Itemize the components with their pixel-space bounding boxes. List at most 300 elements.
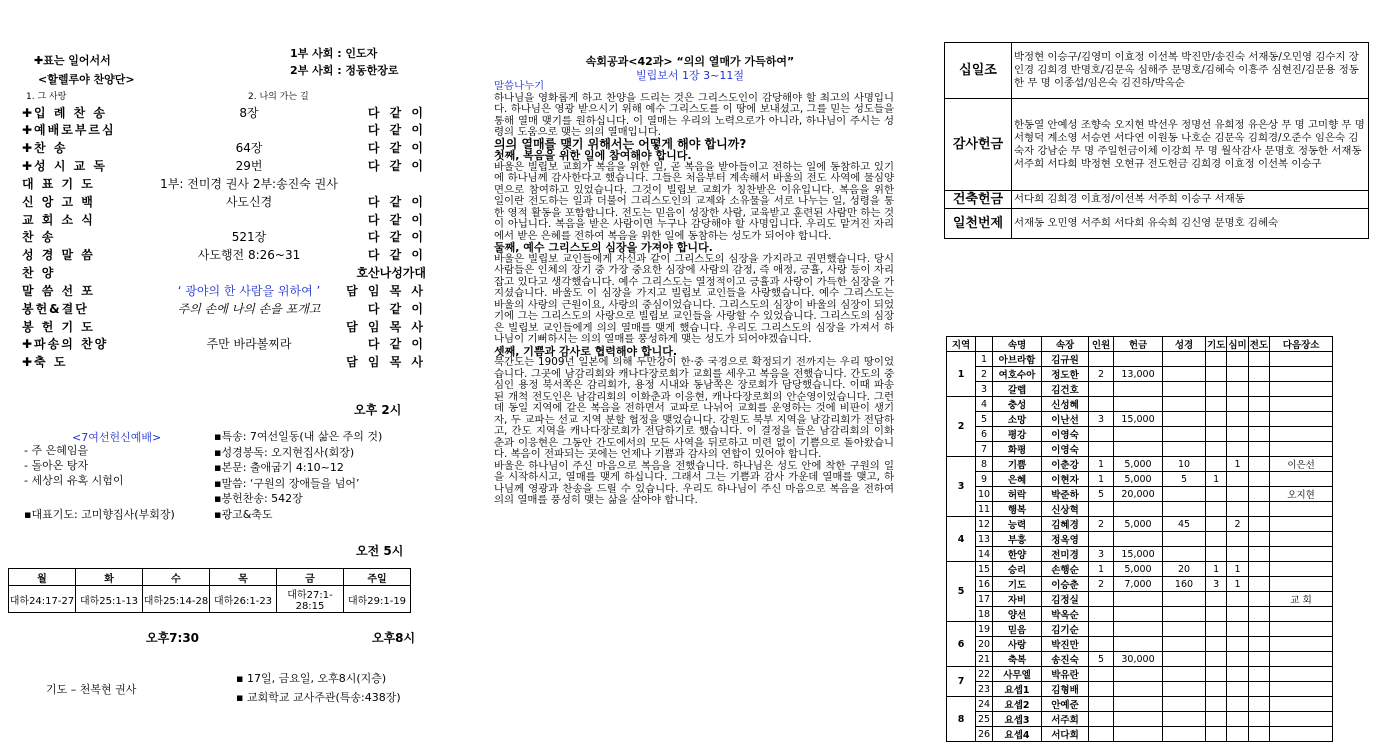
table-cell — [1163, 547, 1206, 562]
table-cell: 김규원 — [1042, 352, 1089, 367]
prayer-leader: 기도 – 천복현 권사 — [46, 683, 137, 696]
table-cell: 요셉1 — [993, 682, 1042, 697]
table-cell — [1248, 697, 1269, 712]
table-cell — [1227, 637, 1248, 652]
table-cell — [1163, 397, 1206, 412]
table-cell — [1114, 397, 1163, 412]
point-heading: 둘째, 예수 그리스도의 심장을 가져야 합니다. — [494, 241, 713, 254]
table-row — [947, 472, 1333, 487]
table-cell — [1227, 532, 1248, 547]
table-cell: 1 — [1206, 562, 1227, 577]
order-item-name: ✚예배로부르심 — [22, 123, 116, 137]
table-row — [947, 622, 1333, 637]
am5-label: 오전 5시 — [356, 544, 404, 558]
table-cell — [1270, 367, 1333, 382]
table-cell — [1089, 727, 1114, 742]
program-item: ▪특송: 7여선일동(내 삶은 주의 것) — [214, 430, 383, 443]
order-row — [22, 139, 432, 156]
table-cell — [1089, 682, 1114, 697]
table-cell — [1206, 697, 1227, 712]
table-row — [947, 502, 1333, 517]
order-item-leader: 다 같 이 — [367, 141, 426, 155]
table-row — [947, 352, 1333, 367]
table-cell — [1089, 532, 1114, 547]
table-cell: 24 — [976, 697, 993, 712]
building-label: 건축헌금 — [945, 191, 1012, 209]
column-header: 기도 — [1206, 337, 1227, 352]
table-cell: 송진숙 — [1042, 652, 1089, 667]
table-cell: 20,000 — [1114, 487, 1163, 502]
table-cell — [1114, 427, 1163, 442]
order-item-leader: 담 임 목 사 — [346, 284, 426, 298]
table-cell — [1163, 697, 1206, 712]
table-cell: 2 — [1227, 517, 1248, 532]
table-cell: 허락 — [993, 487, 1042, 502]
table-cell — [1089, 397, 1114, 412]
column-header: 성경 — [1163, 337, 1206, 352]
order-item-detail: 주만 바라볼찌라 — [206, 337, 292, 351]
day-header: 월 — [9, 569, 76, 586]
table-cell — [1206, 667, 1227, 682]
order-row — [22, 353, 432, 370]
column-header: 속장 — [1042, 337, 1089, 352]
table-cell — [1114, 637, 1163, 652]
table-cell: 박준하 — [1042, 487, 1089, 502]
table-cell — [1206, 532, 1227, 547]
table-cell — [1114, 727, 1163, 742]
table-cell: 1 — [1227, 577, 1248, 592]
table-cell — [1163, 532, 1206, 547]
point-paragraph: 바울은 빌립보 교인들에게 자신과 같이 그리스도의 심장을 가지라고 권면했습니다. 당시 사람들은 인체의 장기 중 가장 중요한 심장에 사람의 감정, 즉 애정, 긍휼, 사랑 등이 자리 잡고 있다고 생각했습니다. 예수 그리스도는 열정적이고 긍휼과 사랑이 가득한 심장을 가지셨습니다. 바울도 이 심장을 가지고 빌립보 교인들을 사랑했습니다. 예수 그리스도는 바울의 사랑의 근원이요, 사랑의 중심이었습니다. 그리스도의 심장이 바울의 심장이 되었기에 그는 그리스도의 사랑으로 빌립보 교인들을 사랑할 수 있었습니다. 그리스도의 심장은 빌립보 교인들에게 의의 열매를 맺게 했습니다. 우리도 그리스도의 심장을 가져서 하나님이 기뻐하시는 의의 열매를 풍성하게 맺는 성도가 되어야겠습니다. — [494, 252, 894, 345]
lesson-scripture: 빌립보서 1장 3~11절 — [636, 69, 744, 82]
table-cell: 박진만 — [1042, 637, 1089, 652]
table-cell — [1227, 682, 1248, 697]
offering-column — [940, 0, 1373, 741]
order-item-name: ✚성 시 교 독 — [22, 159, 107, 173]
table-cell — [1163, 592, 1206, 607]
table-cell — [1227, 412, 1248, 427]
table-cell — [1206, 712, 1227, 727]
yeoseon-program — [214, 429, 382, 522]
table-cell — [1114, 442, 1163, 457]
zone-cell: 1 — [947, 352, 976, 397]
table-cell — [1248, 547, 1269, 562]
table-cell — [1248, 412, 1269, 427]
table-cell — [1248, 502, 1269, 517]
table-cell — [1227, 727, 1248, 742]
table-cell — [1089, 502, 1114, 517]
table-cell — [1227, 652, 1248, 667]
zone-cell: 3 — [947, 457, 976, 517]
order-item-detail: 521장 — [231, 230, 267, 244]
table-cell — [1163, 622, 1206, 637]
table-cell — [1114, 697, 1163, 712]
table-cell: 평강 — [993, 427, 1042, 442]
table-cell: 능력 — [993, 517, 1042, 532]
table-cell: 오지현 — [1270, 487, 1333, 502]
order-row — [22, 157, 432, 174]
order-item-name: 찬 송 — [22, 230, 56, 244]
table-cell: 5 — [1089, 652, 1114, 667]
day-reading: 대하25:1-13 — [76, 586, 143, 613]
table-cell — [1270, 352, 1333, 367]
hallelujah-choir: <할렐루야 찬양단> — [38, 73, 135, 86]
thousand-names: 서재동 오민영 서주희 서다희 유숙희 김신영 문명호 김혜숙 — [1012, 209, 1369, 239]
table-cell — [1089, 622, 1114, 637]
table-cell — [1270, 637, 1333, 652]
worship-order-column — [0, 0, 440, 736]
table-cell — [1270, 382, 1333, 397]
offering-table — [944, 42, 1369, 239]
order-item-detail: 29번 — [235, 159, 263, 173]
table-cell — [1206, 622, 1227, 637]
table-cell — [1227, 487, 1248, 502]
table-cell — [1089, 427, 1114, 442]
order-row — [22, 246, 432, 263]
table-cell: 요셉2 — [993, 697, 1042, 712]
table-cell: 여호수아 — [993, 367, 1042, 382]
zone-cell: 6 — [947, 622, 976, 667]
table-cell — [1227, 592, 1248, 607]
table-cell — [1206, 682, 1227, 697]
order-item-leader: 다 같 이 — [367, 248, 426, 262]
table-row — [947, 367, 1333, 382]
table-row — [947, 637, 1333, 652]
table-cell: 한양 — [993, 547, 1042, 562]
table-cell: 22 — [976, 667, 993, 682]
table-cell — [1206, 442, 1227, 457]
order-item-leader: 호산나성가대 — [356, 266, 426, 280]
table-cell — [1270, 442, 1333, 457]
order-item-name: 교 회 소 식 — [22, 213, 95, 227]
table-cell — [1270, 412, 1333, 427]
table-cell — [1206, 502, 1227, 517]
table-row — [947, 517, 1333, 532]
table-row — [947, 667, 1333, 682]
table-cell: 서다희 — [1042, 727, 1089, 742]
table-cell — [1248, 622, 1269, 637]
lesson-title: 속회공과<42과> “의의 열매가 가득하여” — [585, 55, 795, 68]
table-cell — [1270, 622, 1333, 637]
day-header: 화 — [76, 569, 143, 586]
day-header: 목 — [210, 569, 277, 586]
table-cell — [1163, 652, 1206, 667]
table-cell: 4 — [976, 397, 993, 412]
table-cell — [1206, 487, 1227, 502]
table-row — [947, 547, 1333, 562]
table-cell: 45 — [1163, 517, 1206, 532]
table-cell — [1163, 667, 1206, 682]
order-item-name: 봉헌&결단 — [22, 302, 89, 316]
table-cell — [1206, 652, 1227, 667]
day-reading: 대하26:1-23 — [210, 586, 277, 613]
table-cell: 이현자 — [1042, 472, 1089, 487]
table-cell: 3 — [1206, 577, 1227, 592]
order-row — [22, 121, 432, 138]
table-cell — [1163, 727, 1206, 742]
table-cell — [1227, 472, 1248, 487]
table-cell — [1270, 577, 1333, 592]
order-item-detail: 64장 — [235, 141, 263, 155]
table-cell — [1163, 607, 1206, 622]
table-cell: 2 — [1089, 367, 1114, 382]
table-cell: 15,000 — [1114, 412, 1163, 427]
order-item-detail: 사도행전 8:26~31 — [197, 248, 301, 262]
stand-note: ✚표는 일어서서 — [34, 54, 111, 67]
table-cell: 2 — [1089, 577, 1114, 592]
thanks-label: 감사헌금 — [945, 99, 1012, 191]
table-cell: 전미경 — [1042, 547, 1089, 562]
table-cell: 아브라함 — [993, 352, 1042, 367]
order-item-detail: 1부: 전미경 권사 2부:송진숙 권사 — [160, 177, 338, 191]
order-item-detail: 사도신경 — [225, 195, 273, 209]
yeoseon-title: <7여선헌신예배> — [72, 431, 162, 444]
table-cell — [1206, 367, 1227, 382]
table-cell: 1 — [1089, 457, 1114, 472]
order-item-name: 신 앙 고 백 — [22, 195, 95, 209]
table-row — [947, 682, 1333, 697]
table-cell: 5,000 — [1114, 472, 1163, 487]
table-cell — [1089, 712, 1114, 727]
table-cell — [1089, 697, 1114, 712]
table-cell: 갈렙 — [993, 382, 1042, 397]
table-row — [947, 532, 1333, 547]
day-header: 수 — [143, 569, 210, 586]
order-item-name: ✚입 례 찬 송 — [22, 106, 107, 120]
rep-prayer: ▪대표기도: 고미향집사(부회장) — [24, 508, 175, 521]
table-cell — [1248, 667, 1269, 682]
table-header-row — [947, 337, 1333, 352]
table-cell — [1248, 592, 1269, 607]
order-row — [22, 335, 432, 352]
day-reading: 대하24:17-27 — [9, 586, 76, 613]
table-cell — [1114, 532, 1163, 547]
order-item-leader: 다 같 이 — [367, 213, 426, 227]
notice-text: 교회학교 교사주관(특송:438장) — [246, 691, 401, 704]
table-cell: 20 — [1163, 562, 1206, 577]
table-cell — [1270, 607, 1333, 622]
table-cell — [1248, 397, 1269, 412]
table-cell — [1227, 667, 1248, 682]
order-row — [22, 211, 432, 228]
table-cell — [1248, 382, 1269, 397]
order-item-name: ✚찬 송 — [22, 141, 68, 155]
notice-item: ▪ 17일, 금요일, 오후8시(지층) — [236, 672, 387, 685]
table-cell — [1248, 637, 1269, 652]
table-cell — [1270, 697, 1333, 712]
table-cell: 축복 — [993, 652, 1042, 667]
table-cell — [1248, 517, 1269, 532]
program-item: ▪성경봉독: 오지현집사(회장) — [214, 445, 355, 459]
table-cell: 요셉3 — [993, 712, 1042, 727]
table-row — [947, 427, 1333, 442]
order-item-leader: 다 같 이 — [367, 302, 426, 316]
table-cell — [1206, 637, 1227, 652]
table-cell — [1248, 367, 1269, 382]
table-cell — [1248, 712, 1269, 727]
program-item: ▪봉헌찬송: 542장 — [214, 492, 303, 505]
table-cell — [1227, 697, 1248, 712]
table-cell: 16 — [976, 577, 993, 592]
song-1: 1. 그 사랑 — [26, 92, 67, 102]
table-cell: 서주희 — [1042, 712, 1089, 727]
table-row — [947, 412, 1333, 427]
table-cell — [1163, 637, 1206, 652]
table-cell: 19 — [976, 622, 993, 637]
table-cell: 1 — [1227, 457, 1248, 472]
table-cell: 기도 — [993, 577, 1042, 592]
table-cell — [1206, 427, 1227, 442]
table-cell: 1 — [976, 352, 993, 367]
pm730-label: 오후7:30 — [146, 631, 200, 645]
table-row — [947, 397, 1333, 412]
table-cell: 15,000 — [1114, 547, 1163, 562]
table-cell: 25 — [976, 712, 993, 727]
table-cell: 행복 — [993, 502, 1042, 517]
order-item-leader: 다 같 이 — [367, 106, 426, 120]
table-cell — [1227, 382, 1248, 397]
day-header: 금 — [277, 569, 344, 586]
table-cell — [1227, 397, 1248, 412]
table-cell — [1270, 517, 1333, 532]
table-row — [947, 577, 1333, 592]
order-item-name: 봉 헌 기 도 — [22, 320, 95, 334]
table-cell: 23 — [976, 682, 993, 697]
table-cell: 손행순 — [1042, 562, 1089, 577]
table-cell — [1089, 352, 1114, 367]
table-cell — [1270, 682, 1333, 697]
table-cell — [1206, 412, 1227, 427]
table-cell: 양선 — [993, 607, 1042, 622]
table-cell: 박옥순 — [1042, 607, 1089, 622]
point-heading: 첫째, 복음을 위한 일에 참여해야 합니다. — [494, 149, 692, 162]
table-cell — [1089, 637, 1114, 652]
day-reading: 대하27:1-28:15 — [277, 586, 344, 613]
zone-cell: 7 — [947, 667, 976, 697]
table-cell: 김건호 — [1042, 382, 1089, 397]
cell-lesson-column — [480, 0, 900, 736]
order-item-leader: 다 같 이 — [367, 230, 426, 244]
table-row — [947, 652, 1333, 667]
order-item-leader: 다 같 이 — [367, 337, 426, 351]
point-paragraph: 북간도는 1909년 일본에 의해 두만강이 한·중 국경으로 확정되기 전까지는 우리 땅이었습니다. 그곳에 남감리회와 캐나다장로회가 교회를 세우고 복음을 전했습니다. 간도의 중심인 용정 북서쪽은 감리회가, 용정 시내와 동남쪽은 장로회가 담당했습니다. 이때 파송된 개척 전도인은 남감리회의 이화춘과 이응현, 캐나다장로회의 안순영이었습니다. 그런데 동일 지역에 같은 복음을 전하면서 교파로 나뉘어 교회를 운영하는 것에 비판이 생기자, 두 교파는 선교 지역 분할 협정을 맺었습니다. 강원도 북부 지역을 남감리회가 전담하고, 간도 지역을 캐나다장로회가 전담하기로 했습니다. 이 결정을 들은 남감리회의 이화춘과 이응현은 그동안 간도에서의 모든 사역을 뒤로하고 미련 없이 기쁨으로 돌아왔습니다. 복음이 전파되는 곳에는 언제나 기쁨과 감사의 연합이 있어야 합니다. — [494, 356, 894, 460]
order-item-leader: 다 같 이 — [367, 195, 426, 209]
table-cell — [1248, 607, 1269, 622]
song-item: - 주 은혜임을 — [24, 444, 89, 457]
table-cell — [1270, 532, 1333, 547]
table-row — [947, 592, 1333, 607]
table-row — [947, 562, 1333, 577]
tithe-label: 십일조 — [945, 43, 1012, 99]
table-cell — [1163, 412, 1206, 427]
table-cell — [1270, 667, 1333, 682]
table-cell: 2 — [1089, 517, 1114, 532]
leader-2: 2부 사회 : 정동한장로 — [290, 64, 399, 77]
table-cell — [1248, 457, 1269, 472]
table-cell — [1227, 712, 1248, 727]
table-cell: 자비 — [993, 592, 1042, 607]
table-cell: 5 — [976, 412, 993, 427]
table-cell — [1089, 382, 1114, 397]
table-cell — [1227, 622, 1248, 637]
table-cell — [1089, 667, 1114, 682]
table-cell: 21 — [976, 652, 993, 667]
order-item-detail: ‘ 광야의 한 사람을 위하여 ’ — [177, 284, 321, 298]
order-item-name: 성 경 말 씀 — [22, 248, 95, 262]
table-cell: 승리 — [993, 562, 1042, 577]
table-cell — [1270, 652, 1333, 667]
table-cell — [1227, 352, 1248, 367]
notice-text: 17일, 금요일, 오후8시(지층) — [246, 672, 387, 685]
table-cell: 김정실 — [1042, 592, 1089, 607]
column-header: 심미 — [1227, 337, 1248, 352]
table-cell: 17 — [976, 592, 993, 607]
table-cell: 1 — [1089, 562, 1114, 577]
column-header: 전도 — [1248, 337, 1269, 352]
order-item-name: 말 씀 선 포 — [22, 284, 95, 298]
table-cell: 이난선 — [1042, 412, 1089, 427]
table-cell: 13 — [976, 532, 993, 547]
table-cell — [1089, 442, 1114, 457]
table-cell: 사랑 — [993, 637, 1042, 652]
table-cell: 7,000 — [1114, 577, 1163, 592]
song-item: - 세상의 유혹 시험이 — [24, 474, 124, 487]
table-cell — [1163, 487, 1206, 502]
table-cell — [1227, 607, 1248, 622]
table-cell: 13,000 — [1114, 367, 1163, 382]
table-cell — [1248, 562, 1269, 577]
table-cell: 10 — [1163, 457, 1206, 472]
pm8-label: 오후8시 — [372, 631, 416, 645]
column-header: 지역 — [947, 337, 976, 352]
table-cell: 안예준 — [1042, 697, 1089, 712]
tithe-names: 박정현 이승구/김영미 이효정 이선복 박진만/송진숙 서재동/오민영 김수지 장인경 김희경 반명호/김문옥 심해주 문명호/김혜숙 이흥주 심현진/김문용 정동한 무 명 이종섭/임은숙 김진하/박옥순 — [1012, 43, 1369, 99]
table-cell — [1206, 607, 1227, 622]
table-cell: 15 — [976, 562, 993, 577]
leader-1: 1부 사회 : 인도자 — [290, 47, 378, 60]
day-reading: 대하29:1-19 — [344, 586, 411, 613]
column-header: 헌금 — [1114, 337, 1163, 352]
order-row — [22, 228, 432, 245]
lesson-question: 의의 열매를 맺기 위해서는 어떻게 해야 합니까? — [494, 136, 747, 151]
table-cell — [1114, 502, 1163, 517]
evening-notices — [236, 669, 401, 707]
zone-cell: 8 — [947, 697, 976, 742]
table-cell — [1114, 712, 1163, 727]
notice-item: ▪ 교회학교 교사주관(특송:438장) — [236, 691, 401, 704]
zone-cell: 5 — [947, 562, 976, 622]
table-cell — [1206, 352, 1227, 367]
table-cell — [1248, 472, 1269, 487]
table-cell — [1270, 727, 1333, 742]
table-cell: 5 — [1163, 472, 1206, 487]
table-cell: 160 — [1163, 577, 1206, 592]
program-item: ▪본문: 출애굽기 4:10~12 — [214, 461, 344, 474]
table-cell: 1 — [1206, 472, 1227, 487]
table-cell — [1163, 502, 1206, 517]
table-cell — [1114, 352, 1163, 367]
table-cell — [1206, 517, 1227, 532]
table-cell — [1163, 442, 1206, 457]
table-cell: 1 — [1089, 472, 1114, 487]
table-cell — [1206, 547, 1227, 562]
order-item-leader: 담 임 목 사 — [346, 320, 426, 334]
table-cell: 9 — [976, 472, 993, 487]
order-row — [22, 282, 432, 299]
table-cell — [1248, 727, 1269, 742]
table-cell — [1227, 367, 1248, 382]
table-cell: 20 — [976, 637, 993, 652]
